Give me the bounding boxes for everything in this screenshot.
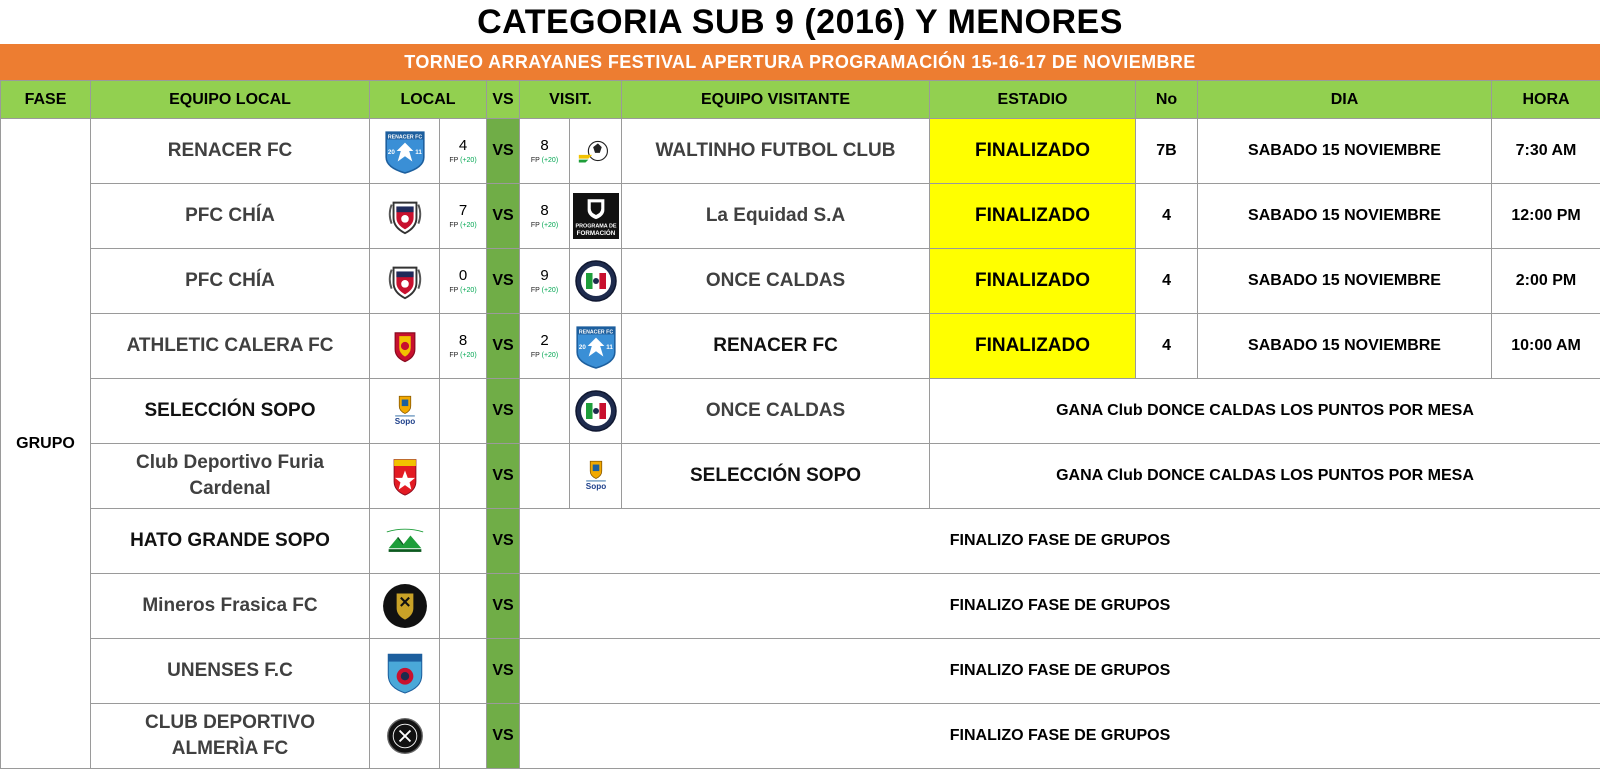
visit-score-empty <box>520 379 570 444</box>
local-team: PFC CHÍA <box>91 184 370 249</box>
result-note: GANA Club DONCE CALDAS LOS PUNTOS POR MESA <box>930 379 1600 444</box>
furia-cardenal-logo-icon <box>385 454 425 498</box>
status-finalizado: FINALIZADO <box>930 249 1136 314</box>
vs-label: VS <box>487 249 520 314</box>
status-finalizado: FINALIZADO <box>930 314 1136 379</box>
almeria-logo-icon <box>385 716 425 756</box>
field-number: 4 <box>1136 249 1198 314</box>
table-row <box>1 184 1600 249</box>
page-title: CATEGORIA SUB 9 (2016) Y MENORES <box>0 0 1600 44</box>
vs-label: VS <box>487 314 520 379</box>
local-team: CLUB DEPORTIVO ALMERÌA FC <box>91 704 370 769</box>
local-score: 0 FP (+20) <box>440 249 487 314</box>
local-score: 7 FP (+20) <box>440 184 487 249</box>
local-logo <box>370 119 440 184</box>
renacer-logo-icon <box>382 128 428 174</box>
visit-logo <box>570 379 622 444</box>
visit-logo <box>570 314 622 379</box>
status-finalizado: FINALIZADO <box>930 119 1136 184</box>
visit-team: ONCE CALDAS <box>622 379 930 444</box>
local-team: ATHLETIC CALERA FC <box>91 314 370 379</box>
vs-label: VS <box>487 509 520 574</box>
local-logo <box>370 574 440 639</box>
visit-logo <box>570 184 622 249</box>
local-score-empty <box>440 574 487 639</box>
vs-label: VS <box>487 119 520 184</box>
visit-team: ONCE CALDAS <box>622 249 930 314</box>
local-score: 8 FP (+20) <box>440 314 487 379</box>
pfc-chia-logo-icon <box>384 195 426 237</box>
table-row <box>1 119 1600 184</box>
field-number: 4 <box>1136 184 1198 249</box>
vs-label: VS <box>487 639 520 704</box>
match-hour: 2:00 PM <box>1492 249 1600 314</box>
vs-label: VS <box>487 379 520 444</box>
header-row <box>1 81 1600 119</box>
header-estadio: ESTADIO <box>930 81 1136 119</box>
visit-logo <box>570 119 622 184</box>
local-team: UNENSES F.C <box>91 639 370 704</box>
local-team: SELECCIÓN SOPO <box>91 379 370 444</box>
match-day: SABADO 15 NOVIEMBRE <box>1198 119 1492 184</box>
once-caldas-logo-icon <box>574 259 618 303</box>
field-number: 7B <box>1136 119 1198 184</box>
visit-score: 8 FP (+20) <box>520 119 570 184</box>
table-row <box>1 444 1600 509</box>
vs-label: VS <box>487 704 520 769</box>
waltinho-logo-icon <box>575 130 617 172</box>
table-row <box>1 379 1600 444</box>
local-team: Club Deportivo Furia Cardenal <box>91 444 370 509</box>
header-equipo-local: EQUIPO LOCAL <box>91 81 370 119</box>
visit-score: 8 FP (+20) <box>520 184 570 249</box>
local-logo <box>370 639 440 704</box>
table-row <box>1 249 1600 314</box>
header-dia: DIA <box>1198 81 1492 119</box>
result-note: FINALIZO FASE DE GRUPOS <box>520 574 1600 639</box>
local-logo <box>370 184 440 249</box>
header-vs: VS <box>487 81 520 119</box>
mineros-frasica-logo-icon <box>382 583 428 629</box>
local-logo <box>370 444 440 509</box>
vs-label: VS <box>487 444 520 509</box>
local-logo <box>370 314 440 379</box>
match-hour: 12:00 PM <box>1492 184 1600 249</box>
schedule-table <box>0 80 1600 769</box>
table-row <box>1 574 1600 639</box>
visit-score-empty <box>520 444 570 509</box>
visit-score: 9 FP (+20) <box>520 249 570 314</box>
tournament-banner: TORNEO ARRAYANES FESTIVAL APERTURA PROGRAMACIÓN 15-16-17 DE NOVIEMBRE <box>0 44 1600 80</box>
visit-team: WALTINHO FUTBOL CLUB <box>622 119 930 184</box>
visit-team: La Equidad S.A <box>622 184 930 249</box>
visit-team: RENACER FC <box>622 314 930 379</box>
table-row <box>1 509 1600 574</box>
field-number: 4 <box>1136 314 1198 379</box>
sopo-logo-icon <box>578 458 614 494</box>
phase-cell: GRUPO <box>1 119 91 769</box>
match-hour: 10:00 AM <box>1492 314 1600 379</box>
renacer-logo-icon <box>573 323 619 369</box>
athletic-calera-logo-icon <box>387 328 423 364</box>
match-day: SABADO 15 NOVIEMBRE <box>1198 184 1492 249</box>
vs-label: VS <box>487 574 520 639</box>
result-note: GANA Club DONCE CALDAS LOS PUNTOS POR MESA <box>930 444 1600 509</box>
local-team: Mineros Frasica FC <box>91 574 370 639</box>
local-logo <box>370 249 440 314</box>
once-caldas-logo-icon <box>574 389 618 433</box>
visit-score: 2 FP (+20) <box>520 314 570 379</box>
sopo-logo-icon <box>387 393 423 429</box>
header-fase: FASE <box>1 81 91 119</box>
header-no: No <box>1136 81 1198 119</box>
vs-label: VS <box>487 184 520 249</box>
local-score-empty <box>440 639 487 704</box>
local-logo <box>370 509 440 574</box>
local-score: 4 FP (+20) <box>440 119 487 184</box>
equidad-logo-icon <box>573 193 619 239</box>
unenses-logo-icon <box>382 648 428 694</box>
local-score-empty <box>440 444 487 509</box>
local-logo <box>370 704 440 769</box>
table-row <box>1 639 1600 704</box>
visit-logo <box>570 249 622 314</box>
visit-team: SELECCIÓN SOPO <box>622 444 930 509</box>
header-hora: HORA <box>1492 81 1600 119</box>
local-score-empty <box>440 379 487 444</box>
header-local: LOCAL <box>370 81 487 119</box>
hato-grande-logo-icon <box>382 521 428 561</box>
table-row <box>1 314 1600 379</box>
pfc-chia-logo-icon <box>384 260 426 302</box>
local-logo <box>370 379 440 444</box>
result-note: FINALIZO FASE DE GRUPOS <box>520 639 1600 704</box>
table-row <box>1 704 1600 769</box>
header-visit: VISIT. <box>520 81 622 119</box>
local-team: PFC CHÍA <box>91 249 370 314</box>
local-team: HATO GRANDE SOPO <box>91 509 370 574</box>
visit-logo <box>570 444 622 509</box>
result-note: FINALIZO FASE DE GRUPOS <box>520 509 1600 574</box>
header-equipo-visitante: EQUIPO VISITANTE <box>622 81 930 119</box>
result-note: FINALIZO FASE DE GRUPOS <box>520 704 1600 769</box>
match-day: SABADO 15 NOVIEMBRE <box>1198 249 1492 314</box>
status-finalizado: FINALIZADO <box>930 184 1136 249</box>
local-team: RENACER FC <box>91 119 370 184</box>
local-score-empty <box>440 509 487 574</box>
match-hour: 7:30 AM <box>1492 119 1600 184</box>
local-score-empty <box>440 704 487 769</box>
match-day: SABADO 15 NOVIEMBRE <box>1198 314 1492 379</box>
